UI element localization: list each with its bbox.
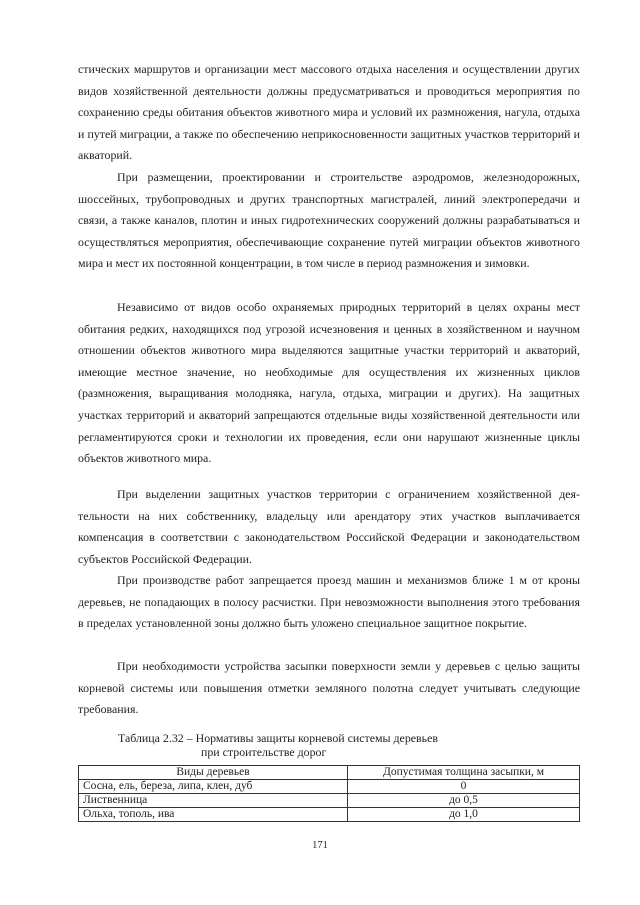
page-number: 171: [312, 840, 328, 851]
paragraph-machinery-restriction: [78, 570, 580, 635]
table-caption-line1: Таблица 2.32 – Нормативы защиты корневой системы деревьев: [118, 731, 438, 745]
paragraph-protected-areas: [78, 297, 580, 470]
paragraph-soil-backfill: [78, 656, 580, 721]
table-cell-species: Сосна, ель, береза, липа, клен, дуб: [79, 780, 348, 794]
paragraph-text: При выделении защитных участков территории с ограничением хозяйственной деятельности на них собственнику, владельцу или арендатору этих участков выплачивается компенсация в соответствии с законодательством Российской Федерации и законодательством субъектов Российской Федерации.: [78, 487, 580, 566]
table-header-row: [79, 766, 580, 780]
table-caption-line2: при строительстве дорог: [201, 745, 327, 759]
root-protection-table: [78, 765, 580, 822]
paragraph-text: При размещении, проектировании и строительстве аэродромов, железнодорожных, шоссейных, трубопроводных и других транспортных магистралей, линий электропередачи и связи, а также каналов, плотин и иных гидротехнических сооружений должны разрабатываться и осуществляться мероприятия, обеспечивающие сохранение путей миграции объектов животного мира и мест их постоянной концентрации, в том числе в период размножения и зимовки.: [78, 170, 580, 271]
paragraph-text: стических маршрутов и организации мест массового отдыха населения и осуществлении других видов хозяйственной деятельности должны предусматриваться и проводиться мероприятия по сохранению среды обитания объектов животного мира и условий их размножения, нагула, отдыха и путей миграции, а также по обеспечению неприкосновенности защитных участков территорий и акваторий.: [78, 62, 580, 163]
paragraph-compensation: [78, 484, 580, 570]
paragraph-text: При производстве работ запрещается проезд машин и механизмов ближе 1 м от кроны деревьев, не попадающих в полосу расчистки. При невозможности выполнения этого требования в пределах установленной зоны должно быть уложено специальное защитное покрытие.: [78, 573, 580, 631]
table-caption: [118, 731, 438, 759]
table-row: [79, 794, 580, 808]
paragraph-continuation: [78, 59, 580, 167]
table-cell-species: Ольха, тополь, ива: [79, 808, 348, 822]
paragraph-text: При необходимости устройства засыпки поверхности земли у деревьев с целью защиты корневой системы или повышения отметки земляного полотна следует учитывать следующие требования.: [78, 659, 580, 717]
table-cell-thickness: 0: [348, 780, 580, 794]
table-row: [79, 808, 580, 822]
table-cell-species: Лиственница: [79, 794, 348, 808]
paragraph-text: Независимо от видов особо охраняемых природных территорий в целях охраны мест обитания редких, находящихся под угрозой исчезновения и ценных в хозяйственном и научном отношении объектов животного мира выделяются защитные участки территорий и акваторий, имеющие местное значение, но необходимые для осуществления их жизненных циклов (размножения, выращивания молодняка, нагула, отдыха, миграции и других). На защитных участках территорий и акваторий запрещаются отдельные виды хозяйственной деятельности или регламентируются сроки и технологии их проведения, если они нарушают жизненные циклы объектов животного мира.: [78, 300, 580, 466]
table-row: [79, 780, 580, 794]
table-cell-thickness: до 0,5: [348, 794, 580, 808]
table-cell-thickness: до 1,0: [348, 808, 580, 822]
table-header-tree-species: Виды деревьев: [79, 766, 348, 780]
table-header-backfill-thickness: Допустимая толщина засыпки, м: [348, 766, 580, 780]
paragraph-transport-infrastructure: [78, 167, 580, 275]
